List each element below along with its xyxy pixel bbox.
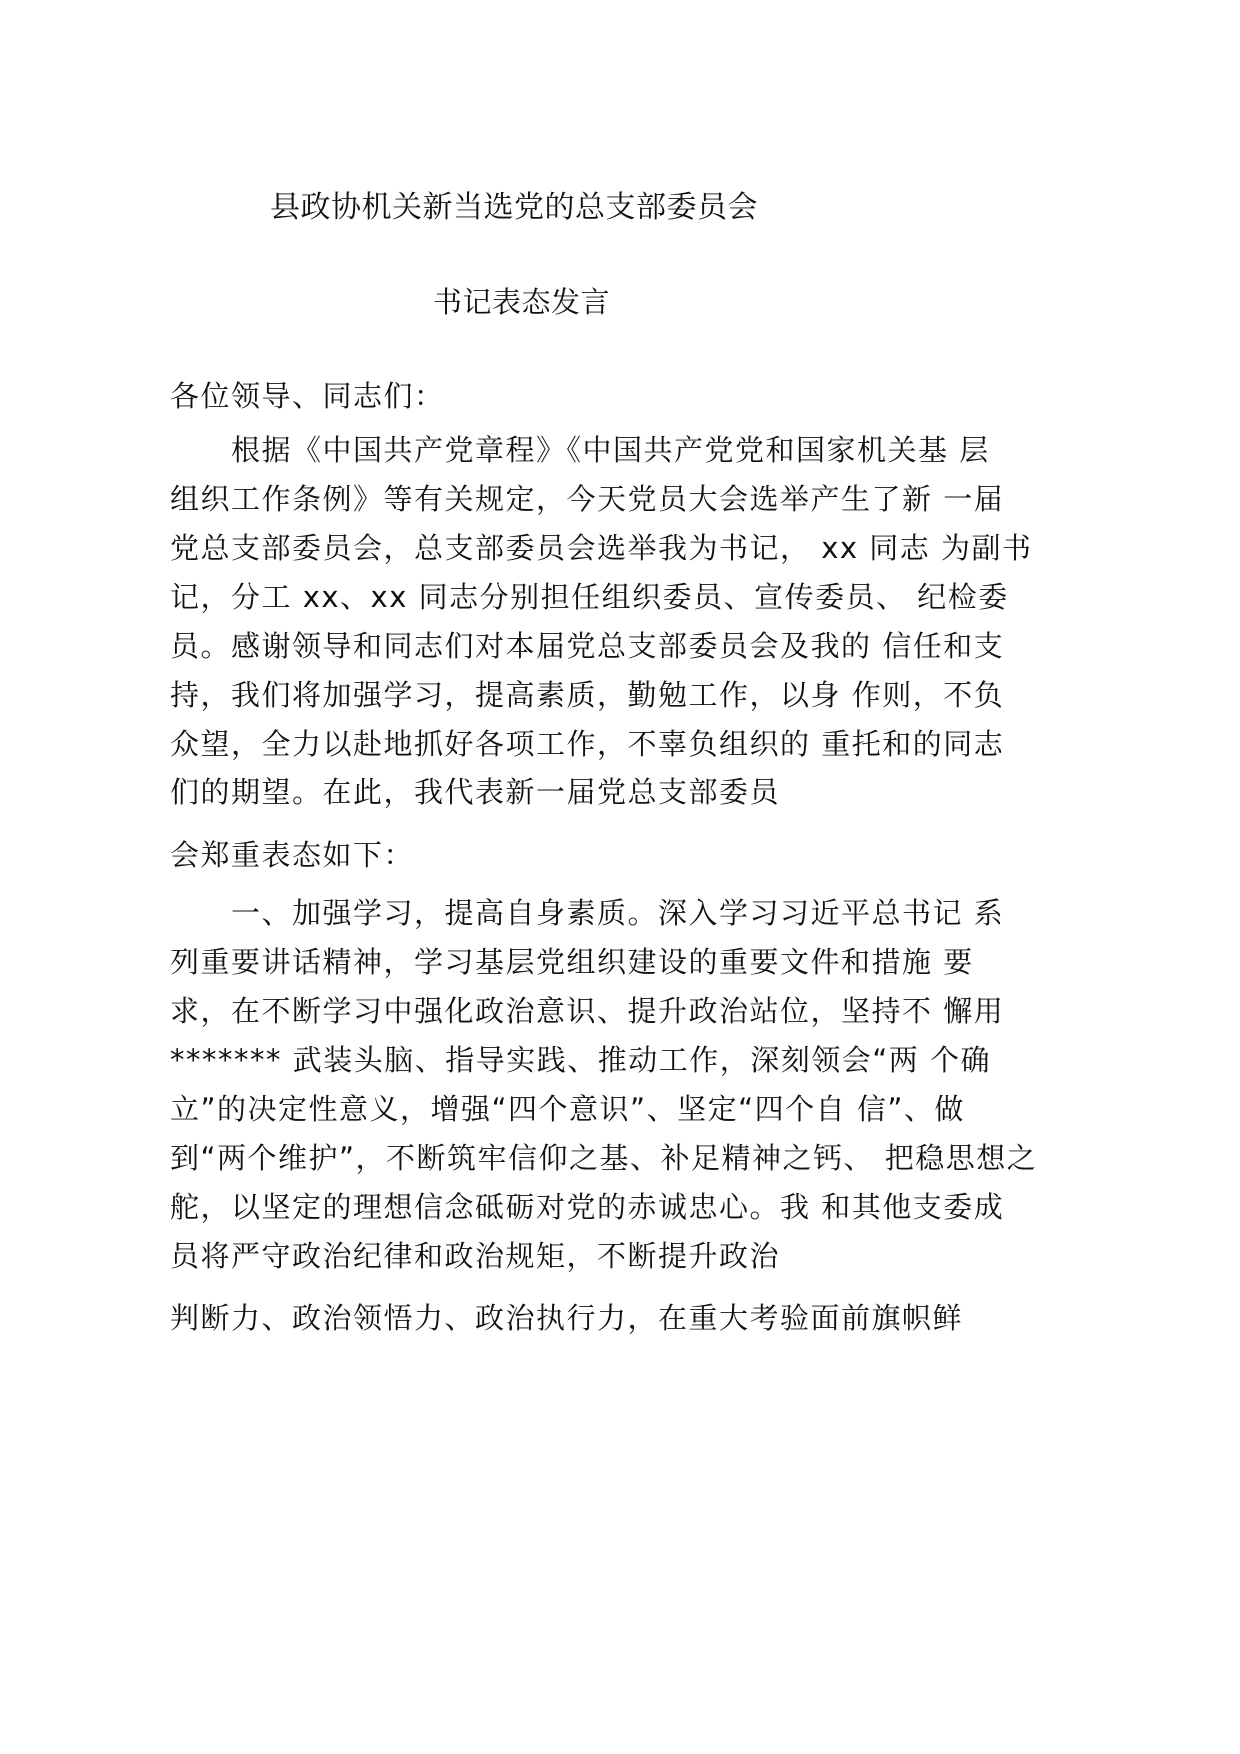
paragraph-line: 组织工作条例》等有关规定，今天党员大会选举产生了新 一届	[170, 482, 1005, 516]
paragraph-line: 持，我们将加强学习，提高素质，勤勉工作，以身 作则，不负	[170, 678, 1005, 712]
title-line-2: 书记表态发言	[433, 285, 611, 319]
paragraph-line: 舵，以坚定的理想信念砥砺对党的赤诚忠心。我 和其他支委成	[170, 1190, 1005, 1224]
paragraph-line: 记，分工 xx、xx 同志分别担任组织委员、宣传委员、 纪检委	[170, 580, 1009, 614]
paragraph-line: 立”的决定性意义，增强“四个意识”、坚定“四个自 信”、做	[170, 1092, 965, 1126]
paragraph-line: 根据《中国共产党章程》《中国共产党党和国家机关基 层	[170, 433, 990, 467]
paragraph-line: 到“两个维护”，不断筑牢信仰之基、补足精神之钙、 把稳思想之	[170, 1141, 1038, 1175]
paragraph-line: ******* 武装头脑、指导实践、推动工作，深刻领会“两 个确	[170, 1043, 991, 1077]
paragraph-line: 列重要讲话精神，学习基层党组织建设的重要文件和措施 要	[170, 945, 974, 979]
title-line-1: 县政协机关新当选党的总支部委员会	[270, 190, 758, 225]
paragraph-line: 求，在不断学习中强化政治意识、提升政治站位，坚持不 懈用	[170, 994, 1005, 1028]
paragraph-line: 员。感谢领导和同志们对本届党总支部委员会及我的 信任和支	[170, 629, 1005, 663]
salutation: 各位领导、同志们：	[170, 379, 445, 413]
paragraph-2: 会郑重表态如下：	[170, 838, 415, 872]
paragraph-line: 们的期望。在此，我代表新一届党总支部委员	[170, 775, 781, 809]
paragraph-line: 众望，全力以赴地抓好各项工作，不辜负组织的 重托和的同志	[170, 727, 1005, 761]
paragraph-line: 一、加强学习，提高自身素质。深入学习习近平总书记 系	[170, 896, 1005, 930]
paragraph-line: 党总支部委员会，总支部委员会选举我为书记， xx 同志 为副书	[170, 531, 1033, 565]
paragraph-line: 员将严守政治纪律和政治规矩，不断提升政治	[170, 1239, 781, 1273]
paragraph-4: 判断力、政治领悟力、政治执行力，在重大考验面前旗帜鲜	[170, 1301, 964, 1335]
